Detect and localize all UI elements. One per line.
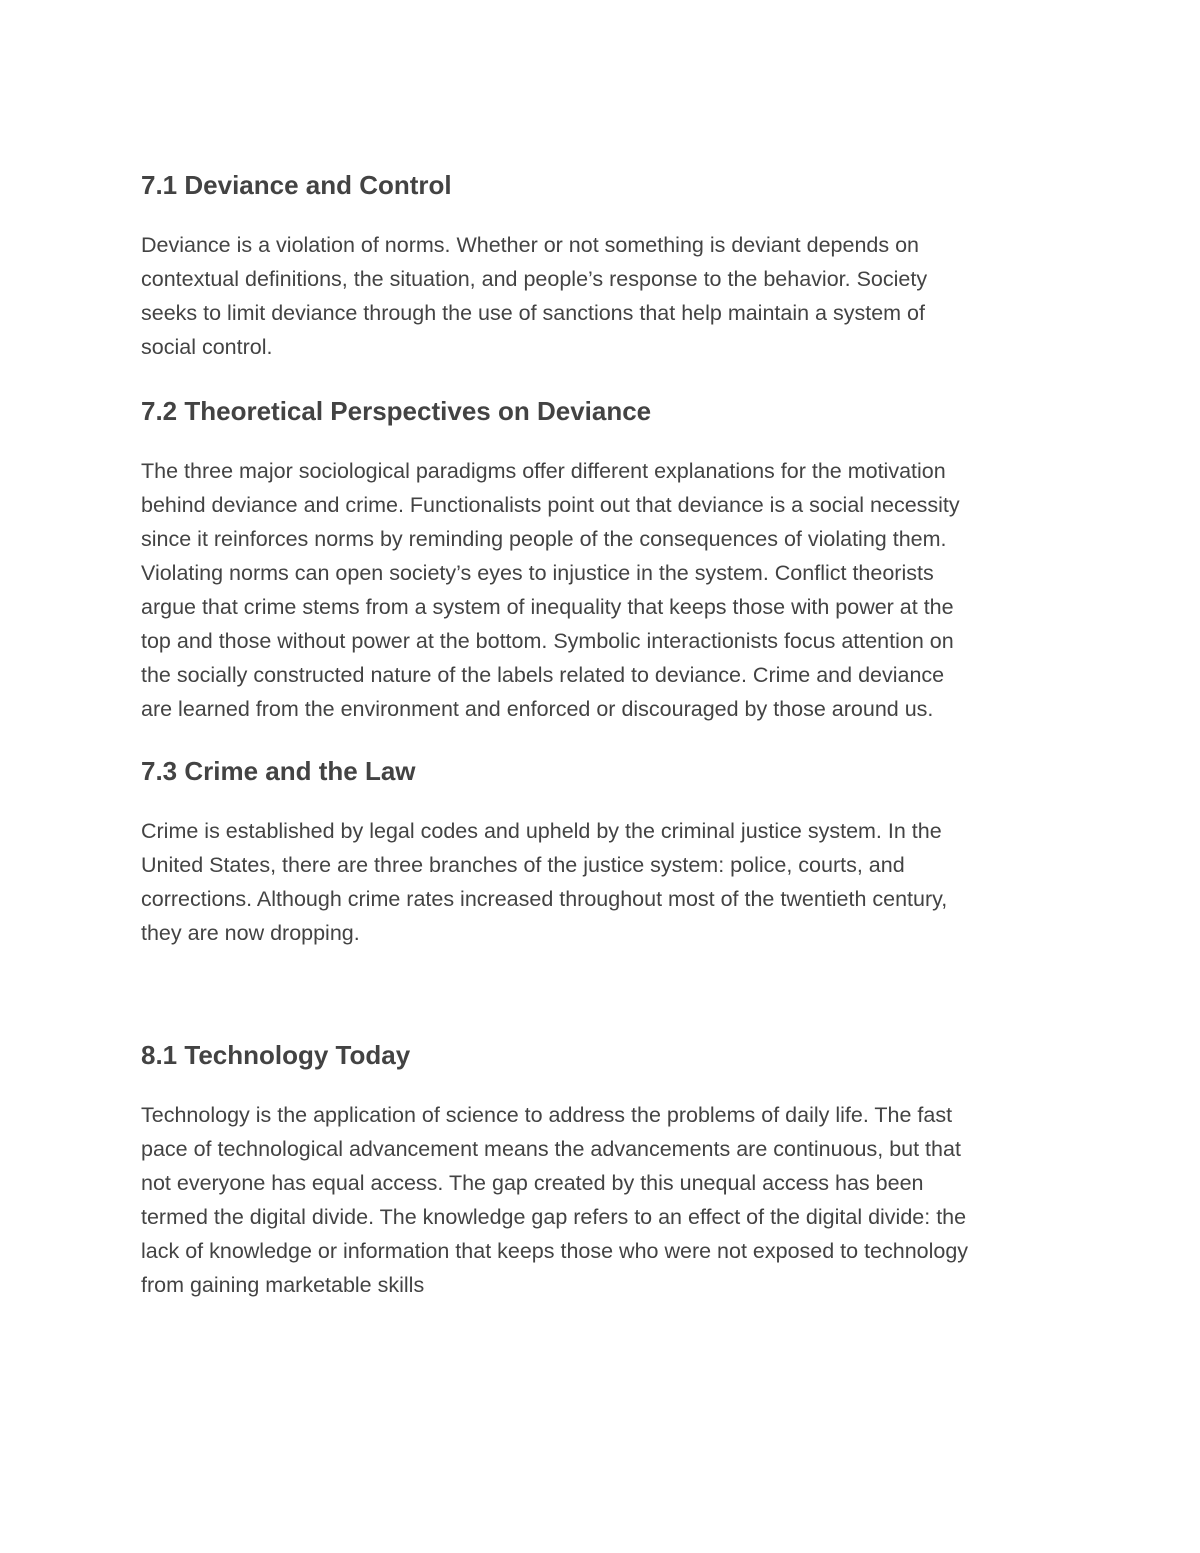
body-line: the socially constructed nature of the labels related to deviance. Crime and deviance bbox=[141, 663, 945, 687]
section-body bbox=[141, 1098, 1061, 1302]
body-line: termed the digital divide. The knowledge gap refers to an effect of the digital divide: the bbox=[141, 1205, 967, 1229]
body-line: social control. bbox=[141, 335, 273, 359]
section-title: 7.3 Crime and the Law bbox=[141, 756, 416, 786]
body-line: corrections. Although crime rates increased throughout most of the twentieth century, bbox=[141, 887, 948, 911]
section-title: 7.1 Deviance and Control bbox=[141, 170, 452, 200]
body-line: seeks to limit deviance through the use of sanctions that help maintain a system of bbox=[141, 301, 925, 325]
body-line: they are now dropping. bbox=[141, 921, 360, 945]
body-line: pace of technological advancement means the advancements are continuous, but that bbox=[141, 1137, 961, 1161]
section-title: 8.1 Technology Today bbox=[141, 1040, 411, 1070]
body-line: The three major sociological paradigms offer different explanations for the motivation bbox=[141, 459, 946, 483]
section-body bbox=[141, 228, 1061, 364]
body-line: Technology is the application of science to address the problems of daily life. The fast bbox=[141, 1103, 953, 1127]
body-line: behind deviance and crime. Functionalists point out that deviance is a social necessity bbox=[141, 493, 960, 517]
body-line: Violating norms can open society’s eyes to injustice in the system. Conflict theorists bbox=[141, 561, 934, 585]
body-line: top and those without power at the bottom. Symbolic interactionists focus attention on bbox=[141, 629, 954, 653]
section-7-3 bbox=[141, 751, 1061, 945]
body-line: since it reinforces norms by reminding people of the consequences of violating them. bbox=[141, 527, 947, 551]
body-line: are learned from the environment and enforced or discouraged by those around us. bbox=[141, 697, 934, 721]
section-body bbox=[141, 454, 1061, 726]
section-title: 7.2 Theoretical Perspectives on Deviance bbox=[141, 396, 652, 426]
body-line: lack of knowledge or information that keeps those who were not exposed to technology bbox=[141, 1239, 969, 1263]
section-7-2 bbox=[141, 391, 1061, 721]
body-line: Crime is established by legal codes and upheld by the criminal justice system. In the bbox=[141, 819, 942, 843]
section-body bbox=[141, 814, 1061, 950]
body-line: from gaining marketable skills bbox=[141, 1273, 425, 1297]
section-7-1 bbox=[141, 165, 1061, 359]
body-line: United States, there are three branches of the justice system: police, courts, and bbox=[141, 853, 905, 877]
body-line: argue that crime stems from a system of inequality that keeps those with power at the bbox=[141, 595, 954, 619]
body-line: contextual definitions, the situation, and people’s response to the behavior. Society bbox=[141, 267, 928, 291]
section-8-1 bbox=[141, 1035, 1061, 1297]
body-line: Deviance is a violation of norms. Whether or not something is deviant depends on bbox=[141, 233, 920, 257]
body-line: not everyone has equal access. The gap created by this unequal access has been bbox=[141, 1171, 924, 1195]
